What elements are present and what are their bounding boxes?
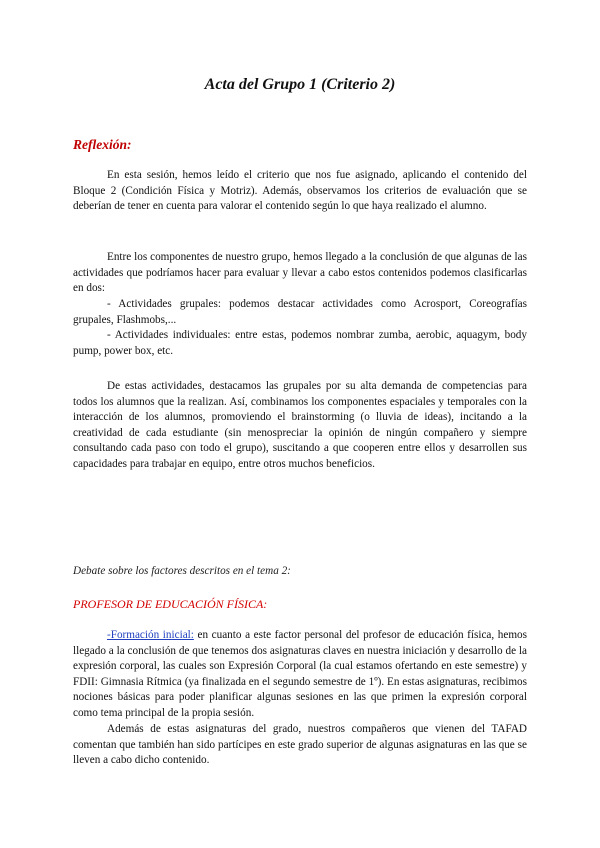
- list-item-individual-activities: - Actividades individuales: entre estas, podemos nombrar zumba, aerobic, aquagym, body pump, power box, etc.: [73, 329, 527, 357]
- reflection-heading: Reflexión:: [73, 137, 132, 152]
- paragraph-session: En esta sesión, hemos leído el criterio que nos fue asignado, aplicando el contenido del Bloque 2 (Condición Física y Motriz). Además, observamos los criterios de evaluación que se deberían de tener en cuenta para valorar el contenido según lo que haya realizado el alumno.: [73, 169, 527, 213]
- list-item-group-activities: - Actividades grupales: podemos destacar actividades como Acrosport, Coreografías grupales, Flashmobs,...: [73, 298, 527, 326]
- professor-heading: PROFESOR DE EDUCACIÓN FÍSICA:: [73, 597, 268, 611]
- paragraph-initial-training: [73, 628, 527, 722]
- initial-training-link[interactable]: -Formación inicial:: [107, 629, 194, 641]
- paragraph-components-intro: Entre los componentes de nuestro grupo, hemos llegado a la conclusión de que algunas de las actividades que podríamos hacer para evaluar y llevar a cabo estos contenidos podemos clasificarlas en dos:: [73, 251, 527, 295]
- paragraph-tafad: Además de estas asignaturas del grado, nuestros compañeros que vienen del TAFAD comentan que también han sido partícipes en este grado superior de algunas asignaturas en las que se lleven a cabo dicho contenido.: [73, 723, 527, 767]
- paragraph-group-benefits: De estas actividades, destacamos las grupales por su alta demanda de competencias para todos los alumnos que la realizan. Así, combinamos los componentes espaciales y temporales con la interacción de los alumnos, promoviendo el brainstorming (o lluvia de ideas), incitando a la creatividad de cada estudiante (sin menospreciar la opinión de ningún compañero y siempre consultando cada paso con todo el grupo), suscitando a que cooperen entre ellos y desarrollen sus capacidades para trabajar en equipo, entre otros muchos beneficios.: [73, 380, 527, 470]
- initial-training-text: en cuanto a este factor personal del profesor de educación física, hemos llegado a la conclusión de que tenemos dos asignaturas claves en nuestra iniciación y desarrollo de la expresión corporal, las cuales son Expresión Corporal (la cual estamos ofertando en este semestre) y FDII: Gimnasia Rítmica (ya finalizada en el segundo semestre de 1º). En estas asignaturas, recibimos nociones básicas para poder planificar algunas sesiones en las que primen la expresión corporal como tema principal de la propia sesión.: [73, 629, 527, 719]
- document-title: Acta del Grupo 1 (Criterio 2): [204, 76, 396, 93]
- debate-heading: Debate sobre los factores descritos en el tema 2:: [73, 565, 291, 577]
